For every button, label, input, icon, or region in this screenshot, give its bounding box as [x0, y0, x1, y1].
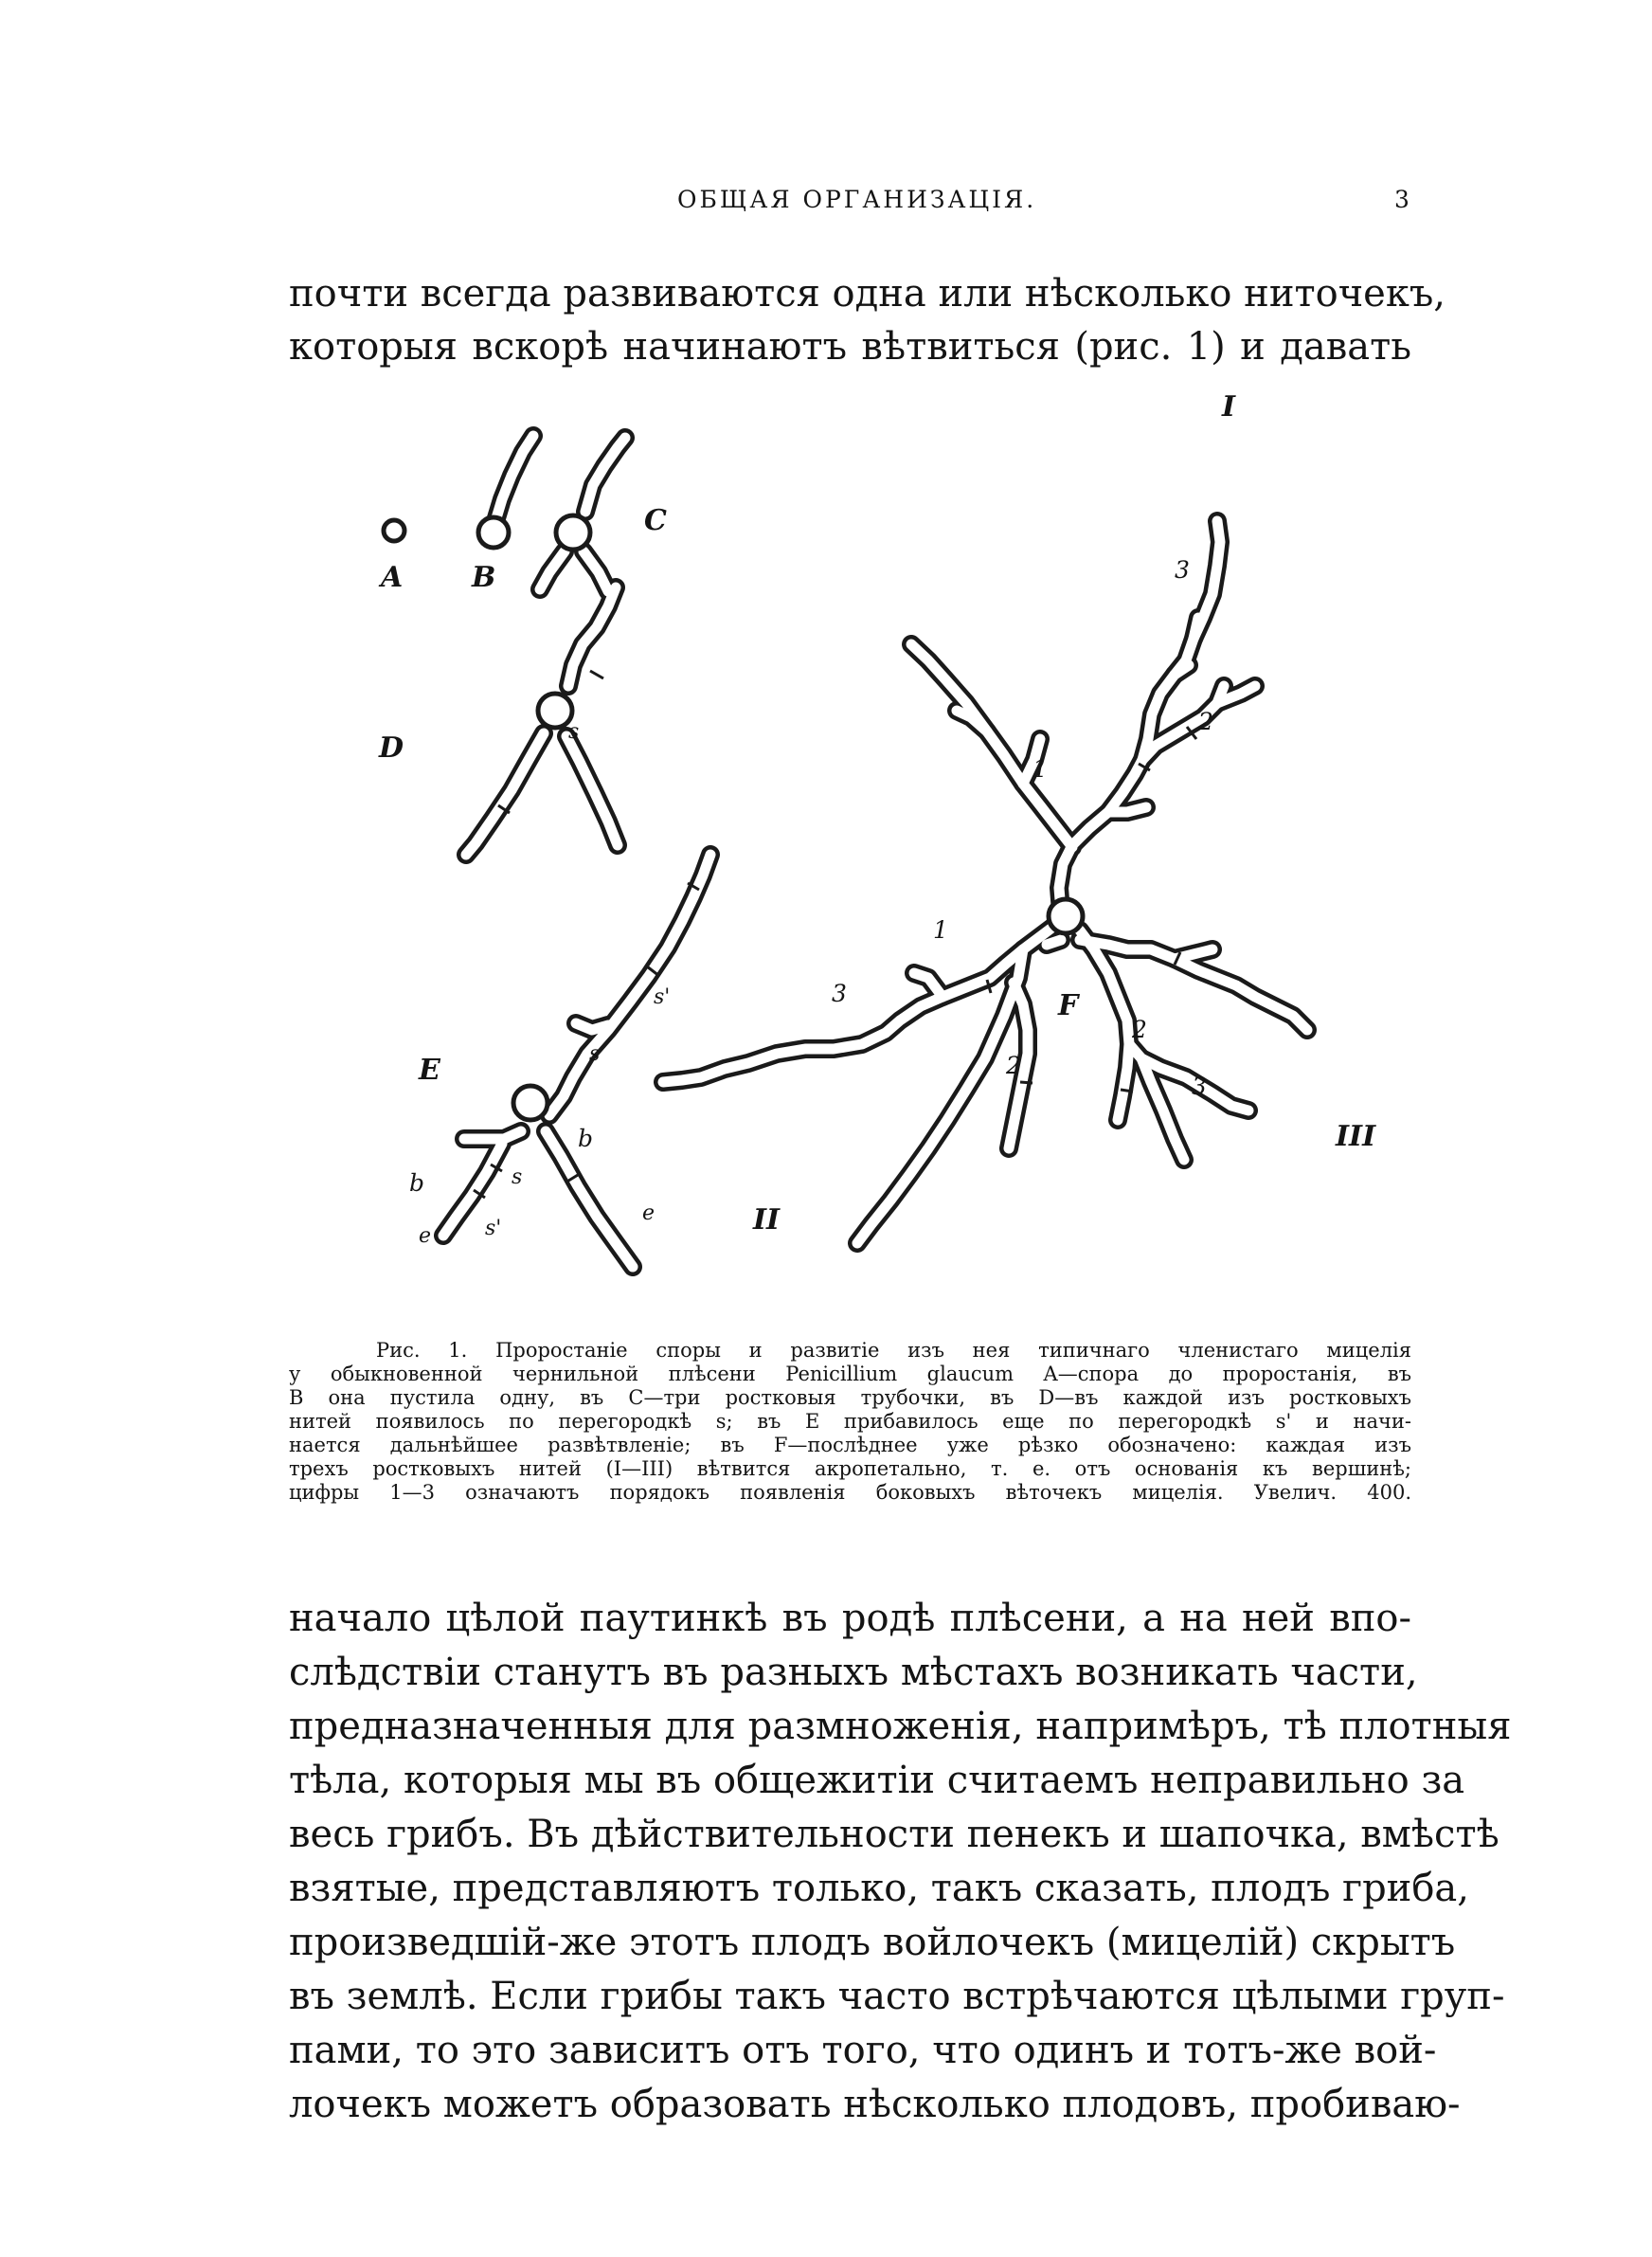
label-e2: e: [419, 1224, 432, 1248]
header-title: ОБЩАЯ ОРГАНИЗАЦІЯ.: [677, 186, 1037, 213]
label-s-E2: s: [512, 1165, 523, 1189]
spore-E: [513, 1086, 548, 1120]
label-1: 1: [1032, 755, 1048, 783]
label-b2: b: [409, 1169, 425, 1197]
label-E: E: [419, 1054, 440, 1087]
spore-A: [384, 520, 404, 541]
label-sprime-E2: s': [485, 1217, 502, 1240]
label-b: b: [578, 1125, 594, 1152]
text-line: почти всегда развиваются одна или нѣсколько ниточекъ,: [289, 272, 1446, 316]
label-F: F: [1058, 989, 1079, 1022]
text-line: которыя вскорѣ начинаютъ вѣтвиться (рис. 1) и давать: [289, 325, 1411, 369]
label-e: e: [642, 1201, 655, 1225]
text-line: въ землѣ. Если грибы такъ часто встрѣчаются цѣлыми груп-: [289, 1975, 1505, 2018]
caption-line: у обыкновенной чернильной плѣсени Penicillium glaucum A—спора до проростанія, въ: [289, 1363, 1411, 1385]
spore-D: [538, 694, 572, 728]
text-line: лочекъ можетъ образовать нѣсколько плодовъ, пробиваю-: [289, 2083, 1461, 2126]
label-I: I: [1222, 390, 1236, 424]
text-line: взятые, представляютъ только, такъ сказать, плодъ гриба,: [289, 1867, 1469, 1910]
label-3b: 3: [832, 980, 847, 1007]
spore-F: [1049, 899, 1083, 933]
text-line: начало цѣлой паутинкѣ въ родѣ плѣсени, а на ней впо-: [289, 1597, 1411, 1640]
spore-C: [556, 515, 590, 550]
label-A: A: [381, 561, 404, 594]
label-2b: 2: [1006, 1052, 1021, 1079]
caption-line: цифры 1—3 означаютъ порядокъ появленія боковыхъ вѣточекъ мицелія. Увелич. 400.: [289, 1481, 1411, 1504]
caption-line: нитей появилось по перегородкѣ s; въ E прибавилось еще по перегородкѣ s' и начи-: [289, 1410, 1411, 1433]
label-2c: 2: [1132, 1016, 1147, 1043]
label-D: D: [379, 731, 404, 765]
figure-1-mycelium: [360, 390, 1411, 1324]
page-number: 3: [1394, 186, 1410, 213]
figure-caption: [289, 1339, 1411, 1505]
text-line: тѣла, которыя мы въ общежитіи считаемъ неправильно за: [289, 1759, 1465, 1802]
text-line: предназначенныя для размноженія, напримѣръ, тѣ плотныя: [289, 1705, 1512, 1748]
label-III: III: [1336, 1120, 1376, 1153]
label-1b: 1: [933, 916, 948, 944]
label-s-E: s: [589, 1042, 601, 1066]
caption-line: Рис. 1. Проростаніе споры и развитіе изъ нея типичнаго членистаго мицелія: [376, 1339, 1411, 1362]
caption-line: B она пустила одну, въ C—три ростковыя трубочки, въ D—въ каждой изъ ростковыхъ: [289, 1386, 1411, 1409]
label-2: 2: [1198, 708, 1213, 735]
caption-line: трехъ ростковыхъ нитей (I—III) вѣтвится акропетально, т. е. отъ основанія къ вершинѣ;: [289, 1457, 1411, 1480]
label-B: B: [472, 561, 496, 594]
text-line: слѣдствіи станутъ въ разныхъ мѣстахъ возникать части,: [289, 1651, 1418, 1694]
label-sprime-E: s': [654, 985, 671, 1009]
label-3: 3: [1175, 556, 1190, 584]
text-line: весь грибъ. Въ дѣйствительности пенекъ и шапочка, вмѣстѣ: [289, 1813, 1499, 1856]
label-C: C: [644, 504, 667, 537]
body-text-top: [289, 267, 1446, 373]
label-3c: 3: [1192, 1073, 1207, 1100]
spore-B: [478, 517, 509, 548]
caption-line: нается дальнѣйшее развѣтвленіе; въ F—послѣднее уже рѣзко обозначено: каждая изъ: [289, 1434, 1411, 1456]
running-header: [0, 186, 1652, 224]
text-line: произведшій-же этотъ плодъ войлочекъ (мицелій) скрытъ: [289, 1921, 1456, 1964]
body-text-bottom: [289, 1592, 1512, 2132]
label-s-D: s: [568, 720, 580, 744]
label-II: II: [753, 1203, 781, 1237]
text-line: пами, то это зависитъ отъ того, что одинъ и тотъ-же вой-: [289, 2029, 1437, 2072]
